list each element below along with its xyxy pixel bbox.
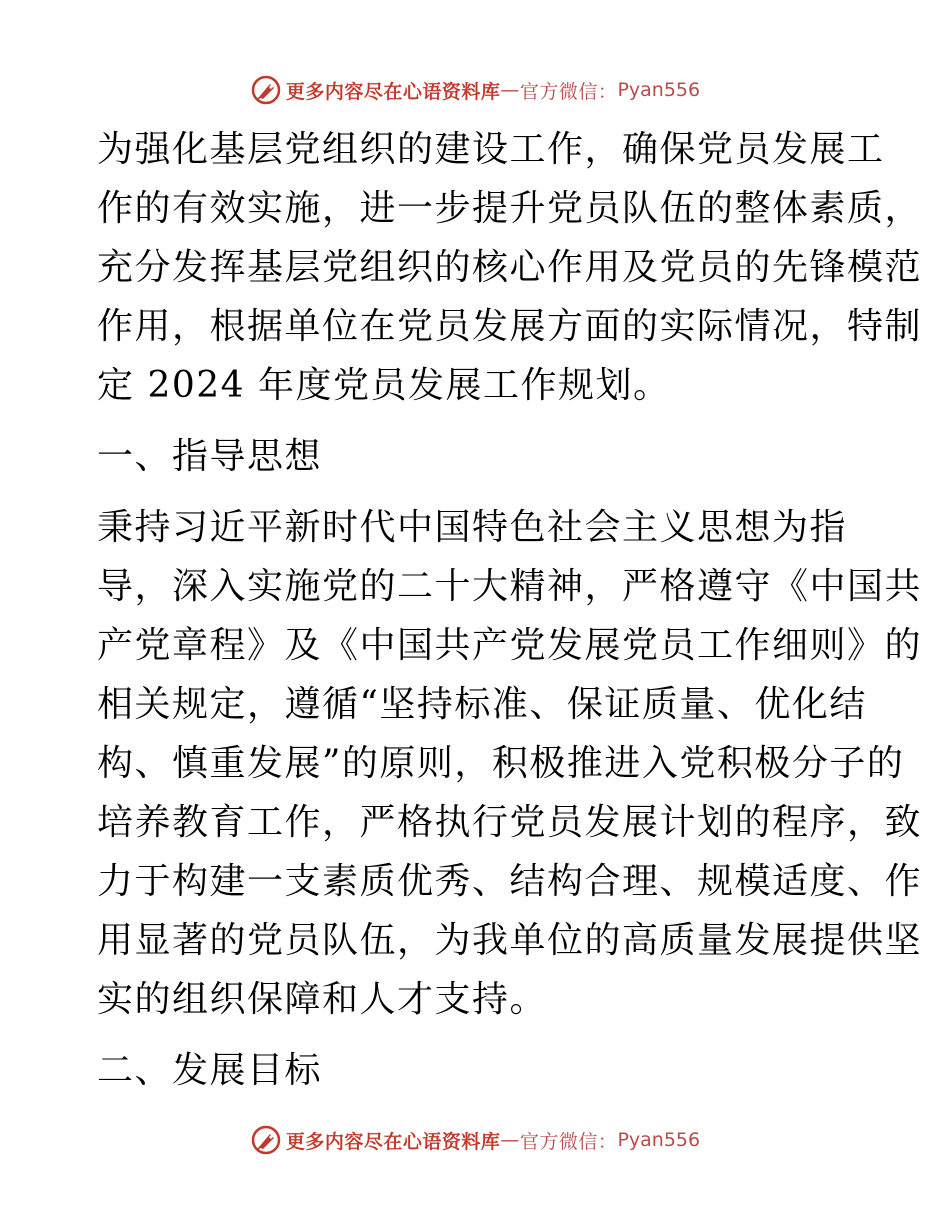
text-line: 作用，根据单位在党员发展方面的实际情况，特制 [97,306,923,347]
watermark-dash: — [500,79,520,101]
section-heading-development-goals: 二、发展目标 [97,1050,323,1091]
intro-paragraph [97,120,923,415]
section-heading-guiding-ideology: 一、指导思想 [97,436,323,477]
pen-nib-circle-icon [250,74,282,106]
text-line: 作的有效实施，进一步提升党员队伍的整体素质， [97,188,923,229]
watermark-wechat-id: Pyan556 [617,79,701,101]
section1-paragraph [97,498,923,1029]
text-line: 秉持习近平新时代中国特色社会主义思想为指 [97,507,848,548]
text-line: 产党章程》及《中国共产党发展党员工作细则》的 [97,625,923,666]
text-line: 用显著的党员队伍，为我单位的高质量发展提供坚 [97,920,923,961]
watermark-wechat-id: Pyan556 [617,1129,701,1151]
footer-watermark [0,1120,950,1160]
text-line: 充分发挥基层党组织的核心作用及党员的先锋模范 [97,247,923,288]
watermark-main-text: 更多内容尽在心语资料库 [285,1130,501,1153]
watermark-main-text: 更多内容尽在心语资料库 [285,80,501,103]
watermark-dash: — [500,1129,520,1151]
watermark-sub-text: 官方微信： [519,1130,618,1153]
text-line: 相关规定，遵循“坚持标准、保证质量、优化结 [97,684,867,725]
pen-nib-circle-icon [250,1124,282,1156]
text-line: 实的组织保障和人才支持。 [97,979,548,1020]
text-line: 培养教育工作，严格执行党员发展计划的程序，致 [97,802,923,843]
header-watermark [0,70,950,110]
text-line: 导，深入实施党的二十大精神，严格遵守《中国共 [97,566,923,607]
text-line: 为强化基层党组织的建设工作，确保党员发展工 [97,129,885,170]
watermark-sub-text: 官方微信： [519,80,618,103]
text-line: 力于构建一支素质优秀、结构合理、规模适度、作 [97,861,923,902]
text-line: 定 2024 年度党员发展工作规划。 [97,365,671,406]
text-line: 构、慎重发展”的原则，积极推进入党积极分子的 [97,743,905,784]
document-body [97,120,923,1100]
